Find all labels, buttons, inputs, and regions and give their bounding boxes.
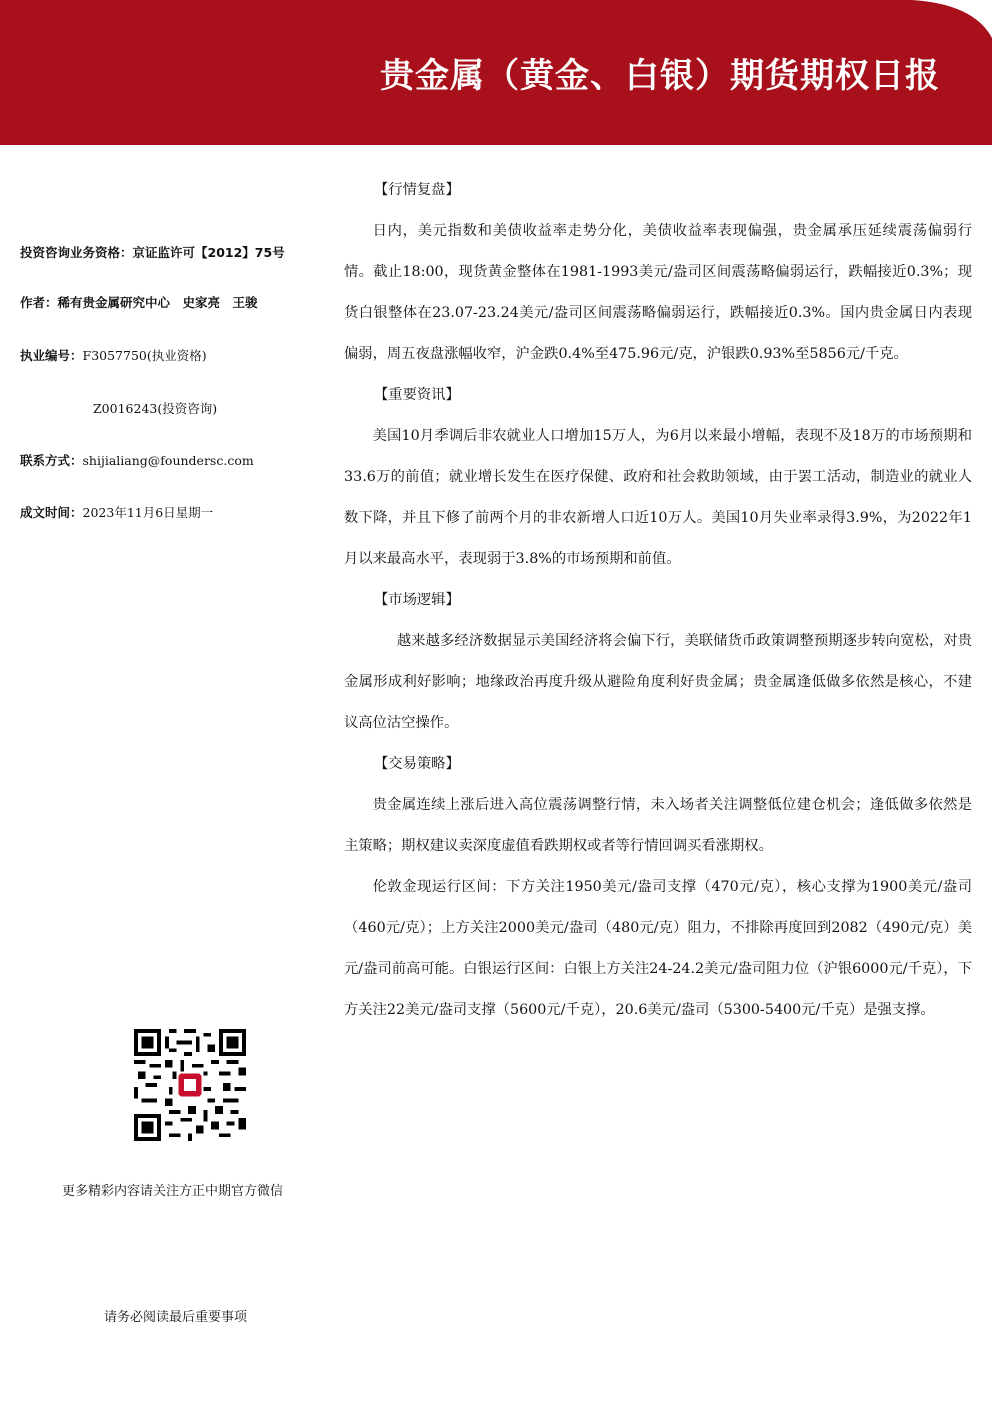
license-row — [20, 346, 207, 364]
report-header — [0, 0, 992, 145]
section-heading-news: 【重要资讯】 — [374, 387, 460, 403]
authors-row — [20, 293, 258, 311]
authors-label: 作者： — [20, 295, 58, 310]
qualification-value: 京证监许可【2012】75号 — [132, 245, 285, 260]
logic-paragraph: 越来越多经济数据显示美国经济将会偏下行，美联储货币政策调整预期逐步转向宽松，对贵金属形成利好影响；地缘政治再度升级从避险角度利好贵金属；贵金属逢低做多依然是核心，不建议高位沽空操作。 — [344, 633, 972, 731]
section-heading-logic: 【市场逻辑】 — [374, 592, 460, 608]
date-value: 2023年11月6日星期一 — [82, 505, 214, 520]
authors-value: 稀有贵金属研究中心 史家亮 王骏 — [57, 295, 258, 310]
news-paragraph: 美国10月季调后非农就业人口增加15万人，为6月以来最小增幅，表现不及18万的市场预期和33.6万的前值；就业增长发生在医疗保健、政府和社会救助领域，由于罢工活动，制造业的就业人数下降，并且下修了前两个月的非农新增人口近10万人。美国10月失业率录得3.9%，为2022年1月以来最高水平，表现弱于3.8%的市场预期和前值。 — [344, 428, 972, 567]
contact-row — [20, 451, 254, 469]
wechat-qr-code — [134, 1029, 246, 1141]
strategy-paragraph: 贵金属连续上涨后进入高位震荡调整行情，未入场者关注调整低位建仓机会；逢低做多依然是主策略；期权建议卖深度虚值看跌期权或者等行情回调买看涨期权。 — [344, 797, 972, 854]
header-corner-curve — [912, 0, 992, 40]
date-row — [20, 503, 213, 521]
contact-email[interactable]: shijialiang@foundersc.com — [82, 453, 254, 468]
license-label: 执业编号： — [20, 348, 83, 363]
report-title: 贵金属（黄金、白银）期货期权日报 — [380, 56, 940, 96]
license2-value: Z0016243(投资咨询) — [93, 401, 218, 416]
contact-label: 联系方式： — [20, 453, 83, 468]
report-body — [344, 170, 972, 1031]
qualification-row — [20, 243, 285, 261]
important-notice: 请务必阅读最后重要事项 — [104, 1310, 248, 1325]
section-heading-strategy: 【交易策略】 — [374, 756, 460, 772]
date-label: 成文时间： — [20, 505, 83, 520]
qr-caption: 更多精彩内容请关注方正中期官方微信 — [62, 1184, 284, 1199]
review-paragraph: 日内，美元指数和美债收益率走势分化，美债收益率表现偏强，贵金属承压延续震荡偏弱行情。截止18:00，现货黄金整体在1981-1993美元/盎司区间震荡略偏弱运行，跌幅接近0.3%；现货白银整体在23.07-23.24美元/盎司区间震荡略偏弱运行，跌幅接近0.3%。国内贵金属日内表现偏弱，周五夜盘涨幅收窄，沪金跌0.4%至475.96元/克，沪银跌0.93%至5856元/千克。 — [344, 223, 972, 362]
license2-row — [93, 399, 217, 417]
qualification-label: 投资咨询业务资格： — [20, 245, 133, 260]
strategy-range-paragraph: 伦敦金现运行区间：下方关注1950美元/盎司支撑（470元/克），核心支撑为1900美元/盎司（460元/克）；上方关注2000美元/盎司（480元/克）阻力，不排除再度回到2082（490元/克）美元/盎司前高可能。白银运行区间：白银上方关注24-24.2美元/盎司阻力位（沪银6000元/千克），下方关注22美元/盎司支撑（5600元/千克），20.6美元/盎司（5300-5400元/千克）是强支撑。 — [344, 879, 972, 1018]
section-heading-review: 【行情复盘】 — [374, 182, 460, 198]
license-value: F3057750(执业资格) — [82, 348, 207, 363]
